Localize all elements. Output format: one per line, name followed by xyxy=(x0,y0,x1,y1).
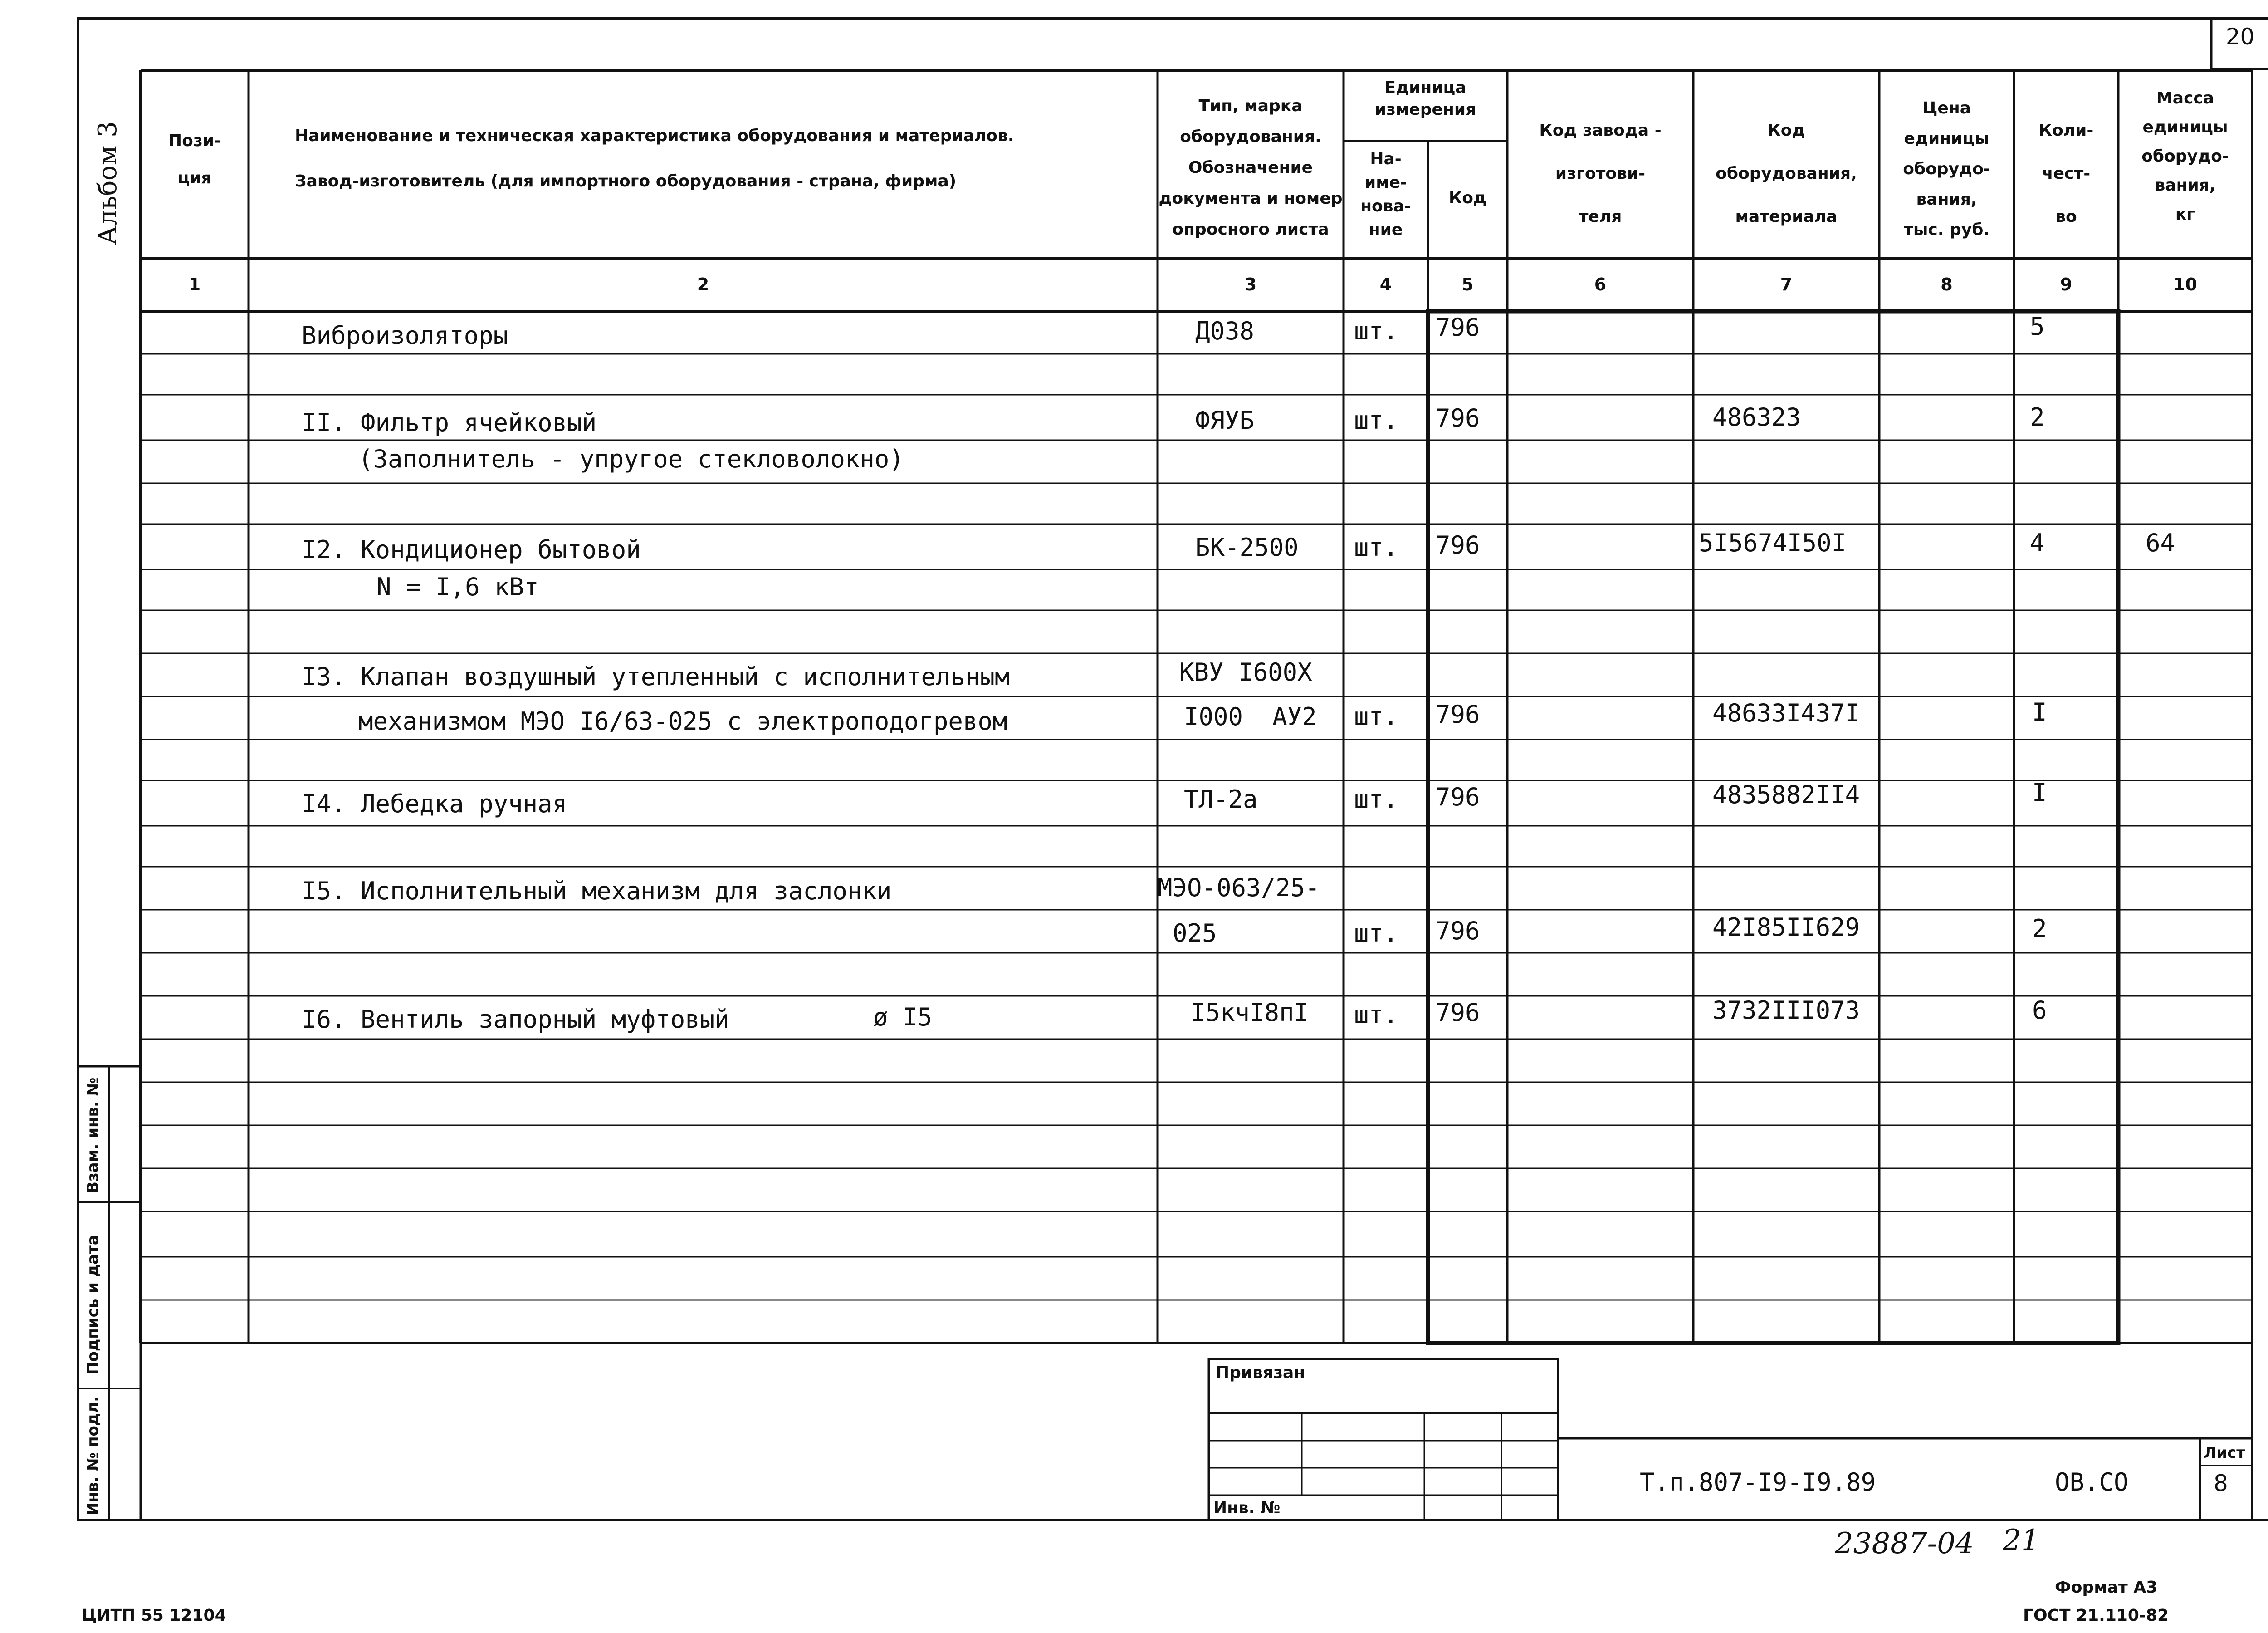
header-col-10: Масса единицы оборудо- вания, кг xyxy=(2141,89,2229,224)
row-qty: 2 xyxy=(2030,403,2045,432)
row-qty: 2 xyxy=(2032,914,2047,943)
row-name-line2: механизмом МЭО I6/63-025 с электроподогревом xyxy=(358,707,1007,736)
row-equip-code: 5I5674I50I xyxy=(1699,529,1847,557)
col-number-10: 10 xyxy=(2173,275,2197,294)
col-number-2: 2 xyxy=(697,275,709,294)
header-col-5: Код xyxy=(1448,189,1487,207)
row-type-line2: I000 АУ2 xyxy=(1184,702,1317,731)
sheet-corner-number: 20 xyxy=(2225,24,2255,50)
header-col-4: На- име- нова- ние xyxy=(1360,150,1411,239)
archive-number: 23887-04 xyxy=(1835,1527,1974,1560)
row-equip-code: 4835882II4 xyxy=(1712,780,1860,809)
row-type: МЭО-063/25- xyxy=(1158,873,1320,902)
privyazan-label: Привязан xyxy=(1216,1363,1305,1382)
row-code: 796 xyxy=(1436,700,1480,729)
row-type: Д038 xyxy=(1195,317,1255,345)
row-name: I3. Клапан воздушный утепленный с исполнительным xyxy=(302,662,1010,691)
row-type: БК-2500 xyxy=(1195,533,1299,562)
header-unit-group: Единица измерения xyxy=(1374,78,1476,119)
row-code: 796 xyxy=(1436,998,1480,1027)
col-number-8: 8 xyxy=(1941,275,1953,294)
row-type: I5кчI8пI xyxy=(1191,998,1309,1027)
row-code: 796 xyxy=(1436,404,1480,432)
row-name-line2: (Заполнитель - упругое стекловолокно) xyxy=(358,445,904,473)
gost-label: ГОСТ 21.110-82 xyxy=(2023,1606,2169,1625)
row-name: I5. Исполнительный механизм для заслонки xyxy=(302,877,892,905)
doc-mark: ОВ.СО xyxy=(2055,1468,2129,1496)
row-qty: 6 xyxy=(2032,996,2047,1025)
row-code: 796 xyxy=(1436,313,1480,342)
header-col-7: Код оборудования, материала xyxy=(1716,121,1857,226)
row-qty: I xyxy=(2032,778,2047,807)
row-name: I6. Вентиль запорный муфтовый xyxy=(302,1005,729,1034)
sheet-label: Лист xyxy=(2204,1444,2245,1462)
col-number-3: 3 xyxy=(1244,275,1257,294)
header-col-3: Тип, марка оборудования. Обозначение документа и номер опросного листа xyxy=(1158,97,1343,239)
row-name: I2. Кондиционер бытовой xyxy=(302,535,641,564)
publisher-label: ЦИТП 55 12104 xyxy=(82,1606,226,1625)
row-unit: шт. xyxy=(1354,702,1398,731)
row-code: 796 xyxy=(1436,917,1480,945)
col-number-9: 9 xyxy=(2060,275,2072,294)
row-unit: шт. xyxy=(1354,919,1398,947)
format-label: Формат А3 xyxy=(2055,1578,2158,1597)
row-equip-code: 48633I437I xyxy=(1712,699,1860,727)
row-code: 796 xyxy=(1436,531,1480,559)
header-col-9: Коли- чест- во xyxy=(2038,121,2094,226)
row-unit: шт. xyxy=(1354,785,1398,814)
col-number-5: 5 xyxy=(1461,275,1474,294)
row-mass: 64 xyxy=(2146,529,2175,557)
doc-code: Т.п.807-I9-I9.89 xyxy=(1640,1468,1876,1496)
row-type: ТЛ-2а xyxy=(1184,785,1258,814)
row-qty: 5 xyxy=(2030,312,2045,341)
col-number-6: 6 xyxy=(1594,275,1607,294)
row-qty: 4 xyxy=(2030,529,2045,557)
row-name: II. Фильтр ячейковый xyxy=(302,408,597,437)
stamp-inv-podl: Инв. № подл. xyxy=(84,1396,102,1515)
row-equip-code: 3732III073 xyxy=(1712,996,1860,1025)
header-col-6: Код завода - изготови- теля xyxy=(1539,121,1662,226)
col-number-7: 7 xyxy=(1780,275,1793,294)
row-type: КВУ I600X xyxy=(1179,658,1312,687)
row-name-line2: N = I,6 кВт xyxy=(376,573,539,601)
archive-page: 21 xyxy=(2003,1524,2040,1557)
row-type-line2: 025 xyxy=(1173,919,1217,947)
inv-no-label: Инв. № xyxy=(1213,1499,1281,1517)
stamp-podpis-data: Подпись и дата xyxy=(84,1235,102,1375)
row-name-extra: ø I5 xyxy=(873,1003,933,1031)
row-unit: шт. xyxy=(1354,533,1398,562)
header-col-8: Цена единицы оборудо- вания, тыс. руб. xyxy=(1903,99,1990,239)
row-code: 796 xyxy=(1436,783,1480,811)
row-type: ФЯУБ xyxy=(1195,406,1255,435)
header-col-1: Пози- ция xyxy=(168,132,221,187)
row-name: Виброизоляторы xyxy=(302,321,508,350)
row-qty: I xyxy=(2032,698,2047,726)
row-unit: шт. xyxy=(1354,317,1398,345)
album-label: Альбом 3 xyxy=(93,121,122,245)
row-unit: шт. xyxy=(1354,1000,1398,1029)
row-equip-code: 42I85II629 xyxy=(1712,913,1860,942)
col-number-4: 4 xyxy=(1379,275,1392,294)
row-unit: шт. xyxy=(1354,406,1398,435)
col-number-1: 1 xyxy=(188,275,201,294)
stamp-vzam-inv: Взам. инв. № xyxy=(84,1077,102,1193)
row-name: I4. Лебедка ручная xyxy=(302,790,567,818)
sheet-number: 8 xyxy=(2214,1470,2228,1496)
row-equip-code: 486323 xyxy=(1712,403,1801,432)
header-col-2: Наименование и техническая характеристика оборудования и материалов. Завод-изготовитель (для импортного оборудования - страна, фирма) xyxy=(295,127,1014,191)
